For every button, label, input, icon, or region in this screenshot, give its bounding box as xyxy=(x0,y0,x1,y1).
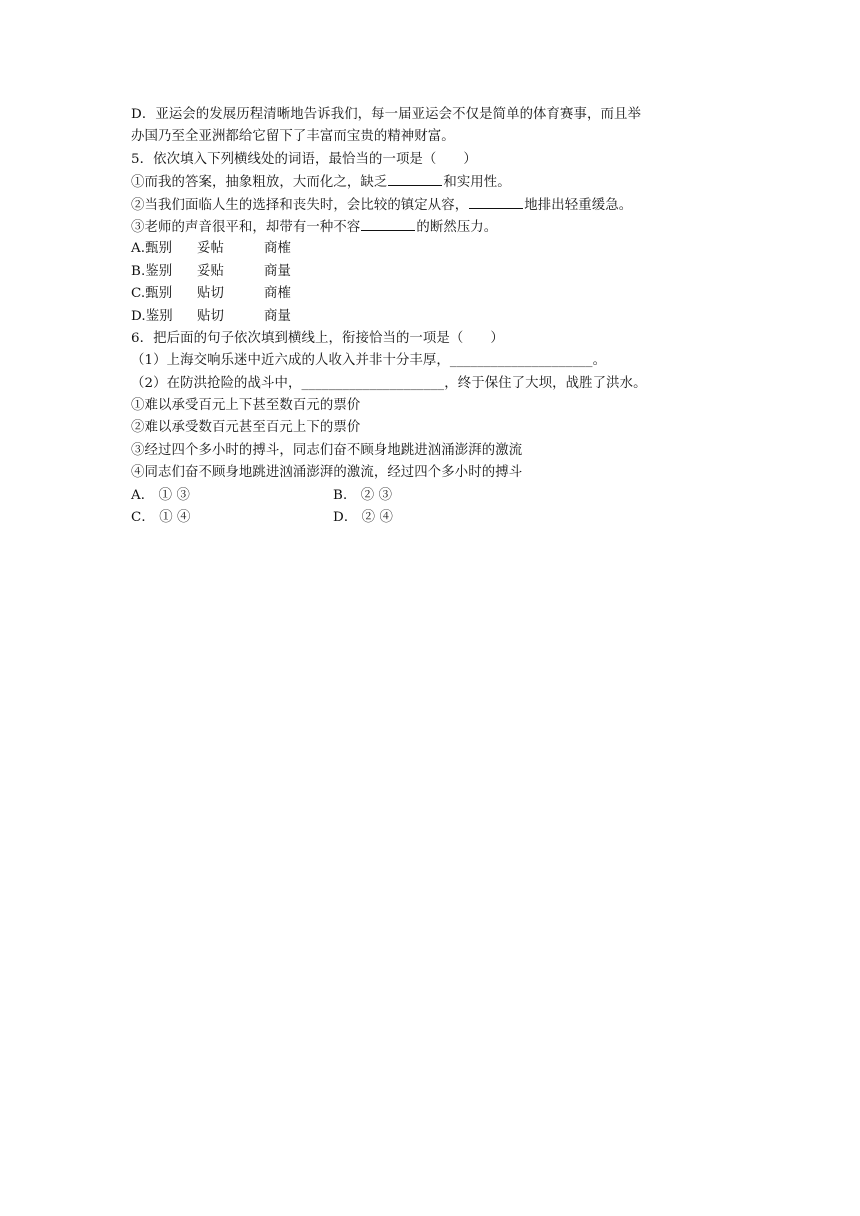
q5-option-b-word-3: 商量 xyxy=(264,263,291,279)
q6-clause-3: ③经过四个多小时的搏斗，同志们奋不顾身地跳进汹涌澎湃的激流 xyxy=(131,442,523,458)
q5-option-c xyxy=(131,283,721,305)
q5-sentence-2 xyxy=(131,194,721,216)
q5-blank-3 xyxy=(361,216,415,231)
question-5-stem: 5．依次填入下列横线处的词语，最恰当的一项是（ ） xyxy=(131,151,477,167)
q5-option-b-word-1: B.鉴别 xyxy=(131,263,173,279)
q5-option-a-word-3: 商榷 xyxy=(264,241,291,257)
q5-option-b-word-2: 妥贴 xyxy=(197,263,224,279)
q5-option-c-word-1: C.甄别 xyxy=(131,286,173,302)
q6-choice-c: C． ① ④ xyxy=(131,510,191,526)
q6-s1-before: （1）上海交响乐迷中近六成的人收入并非十分丰厚， xyxy=(131,353,450,369)
q6-clause-4: ④同志们奋不顾身地跳进汹涌澎湃的激流，经过四个多小时的搏斗 xyxy=(131,465,523,481)
q6-s2-after: ，终于保住了大坝，战胜了洪水。 xyxy=(444,375,647,391)
q6-sentence-2 xyxy=(131,373,721,395)
q6-blank-1: _____________________ xyxy=(449,353,593,369)
q5-sentence-1 xyxy=(131,171,721,193)
q5-option-d-word-1: D.鉴别 xyxy=(131,308,173,324)
option-d-prev-line-2: 办国乃至全亚洲都给它留下了丰富而宝贵的精神财富。 xyxy=(131,129,455,145)
q6-sentence-1 xyxy=(131,350,721,372)
q5-option-c-word-2: 贴切 xyxy=(197,286,224,302)
q5-s1-before: ①而我的答案，抽象粗放，大而化之，缺乏 xyxy=(131,175,388,191)
q5-blank-2 xyxy=(469,194,523,209)
q5-option-a-word-1: A.甄别 xyxy=(131,241,173,257)
q5-s2-before: ②当我们面临人生的选择和丧失时，会比较的镇定从容， xyxy=(131,197,469,213)
q5-option-d xyxy=(131,306,721,328)
q5-option-c-word-3: 商榷 xyxy=(264,286,291,302)
q6-clause-2: ②难以承受数百元甚至百元上下的票价 xyxy=(131,420,361,436)
q5-s3-before: ③老师的声音很平和，却带有一种不容 xyxy=(131,219,361,235)
q5-option-a xyxy=(131,238,721,260)
q5-option-d-word-3: 商量 xyxy=(264,308,291,324)
q5-s2-after: 地排出轻重缓急。 xyxy=(524,197,633,213)
q6-choice-d: D． ② ④ xyxy=(333,510,394,526)
q5-sentence-3 xyxy=(131,216,721,238)
q5-option-b xyxy=(131,261,721,283)
question-6-stem: 6．把后面的句子依次填到横线上，衔接恰当的一项是（ ） xyxy=(131,330,504,346)
option-d-prev-line-1: D．亚运会的发展历程清晰地告诉我们，每一届亚运会不仅是简单的体育赛事，而且举 xyxy=(131,107,641,122)
q5-option-d-word-2: 贴切 xyxy=(197,308,224,324)
q5-option-a-word-2: 妥帖 xyxy=(197,241,224,257)
q6-choice-a: A． ① ③ xyxy=(131,487,190,503)
q5-s3-after: 的断然压力。 xyxy=(416,219,498,235)
q5-s1-after: 和实用性。 xyxy=(443,175,511,191)
q6-blank-2: _____________________ xyxy=(301,375,445,391)
q6-choices-row-2 xyxy=(131,507,721,529)
q6-s1-after: 。 xyxy=(592,353,607,369)
q6-s2-before: （2）在防洪抢险的战斗中， xyxy=(131,375,302,391)
q6-choices-row-1 xyxy=(131,485,721,507)
document-body xyxy=(131,104,721,529)
q5-blank-1 xyxy=(388,171,442,186)
q6-choice-b: B． ② ③ xyxy=(333,487,393,503)
q6-clause-1: ①难以承受百元上下甚至数百元的票价 xyxy=(131,398,361,414)
